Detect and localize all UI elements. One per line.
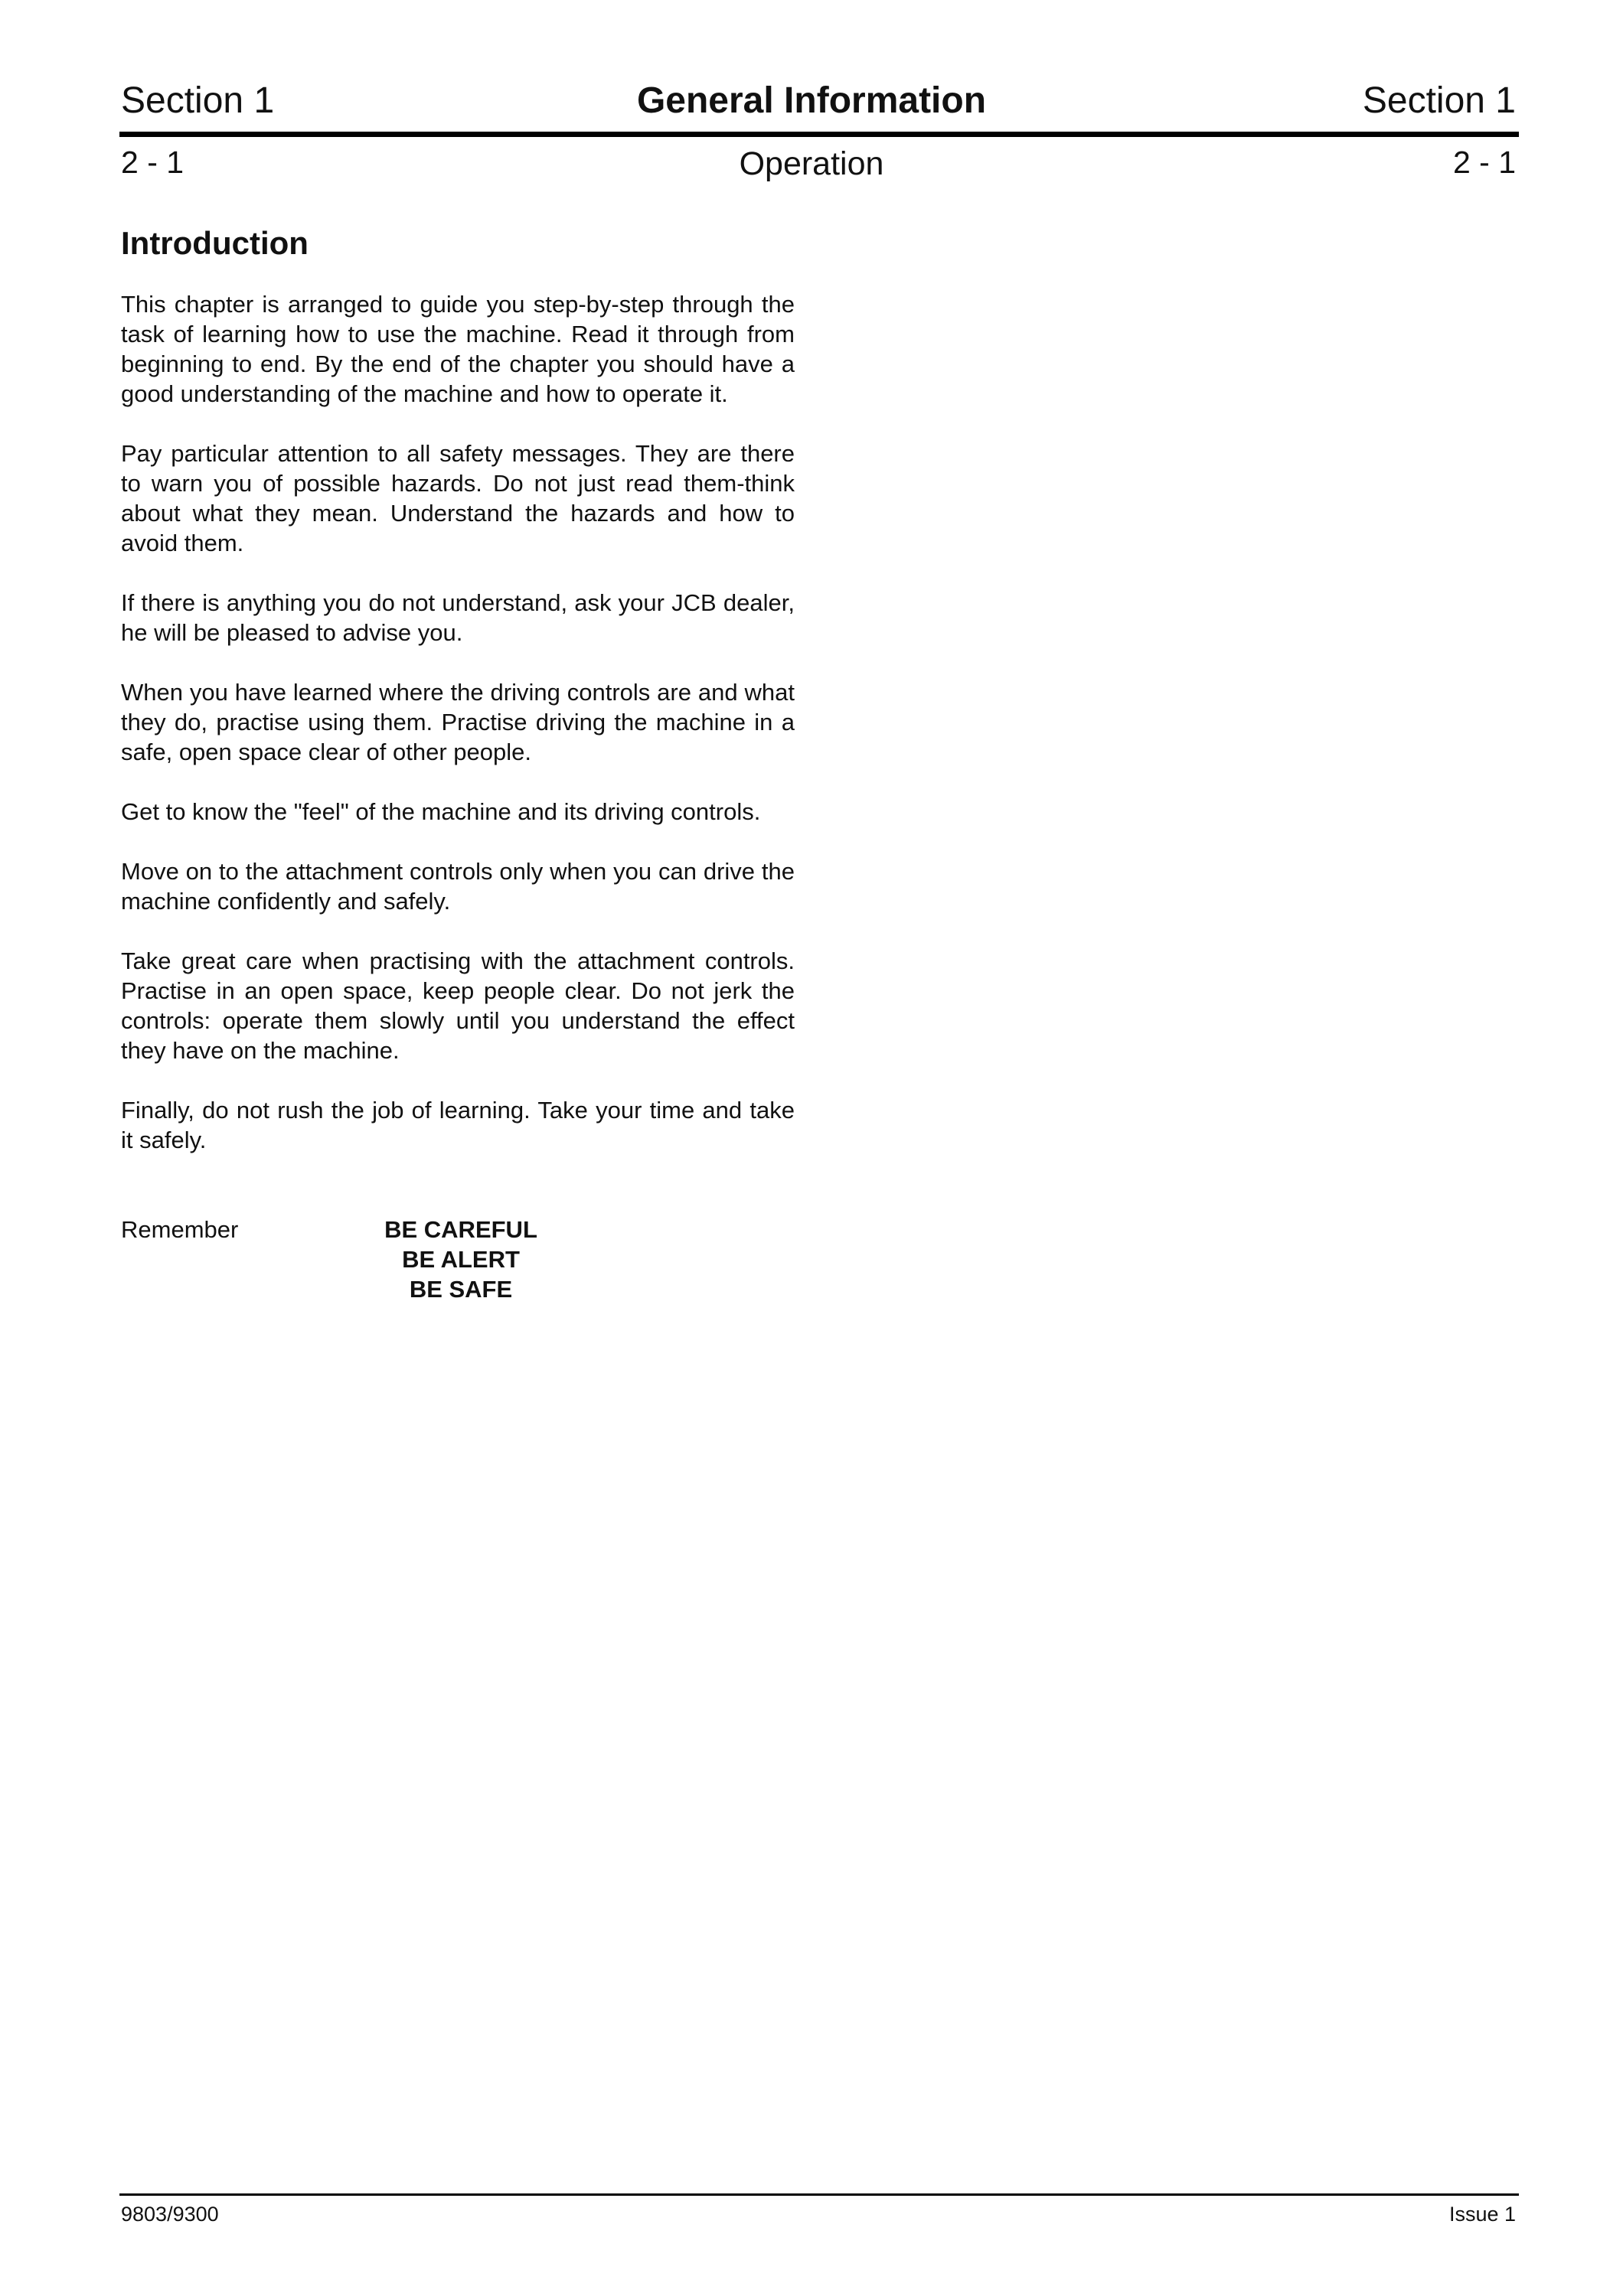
reminder-line: BE CAREFUL xyxy=(384,1216,537,1243)
footer-divider xyxy=(119,2193,1519,2196)
paragraph: Take great care when practising with the attachment controls. Practise in an open space, keep people clear. Do not jerk the controls: operate them slowly until you understand the effect they have on the machine. xyxy=(121,947,795,1064)
paragraph: Finally, do not rush the job of learning. Take your time and take it safely. xyxy=(121,1097,795,1153)
main-content xyxy=(121,223,795,1314)
issue-number: Issue 1 xyxy=(1448,2203,1516,2226)
paragraph: Pay particular attention to all safety messages. They are there to warn you of possible hazards. Do not just read them-think about what they mean. Understand the hazards and how to avoid them. xyxy=(121,440,795,556)
reminder-line: BE ALERT xyxy=(402,1246,520,1273)
header-page-left: 2 - 1 xyxy=(121,145,185,180)
safety-reminder xyxy=(369,1215,553,1304)
remember-block xyxy=(121,1215,795,1314)
paragraph: If there is anything you do not understand, ask your JCB dealer, he will be pleased to advise you. xyxy=(121,589,795,646)
page-subtitle: Operation xyxy=(739,145,884,182)
section-heading: Introduction xyxy=(121,225,309,261)
paragraph: Get to know the "feel" of the machine and its driving controls. xyxy=(121,798,761,825)
paragraph: This chapter is arranged to guide you step-by-step through the task of learning how to use the machine. Read it through from beginning to end. By the end of the chapter you should have a good understanding of the machine and how to operate it. xyxy=(121,291,795,407)
page-title: General Information xyxy=(636,80,987,121)
paragraph: When you have learned where the driving controls are and what they do, practise using them. Practise driving the machine in a safe, open space clear of other people. xyxy=(121,679,795,765)
document-number: 9803/9300 xyxy=(121,2203,219,2226)
header-divider xyxy=(119,132,1519,137)
header-section-left: Section 1 xyxy=(121,80,275,121)
remember-label: Remember xyxy=(121,1216,239,1243)
reminder-line: BE SAFE xyxy=(409,1276,513,1303)
paragraph: Move on to the attachment controls only when you can drive the machine confidently and safely. xyxy=(121,858,795,915)
header-section-right: Section 1 xyxy=(1362,80,1516,121)
header-page-right: 2 - 1 xyxy=(1452,145,1516,180)
